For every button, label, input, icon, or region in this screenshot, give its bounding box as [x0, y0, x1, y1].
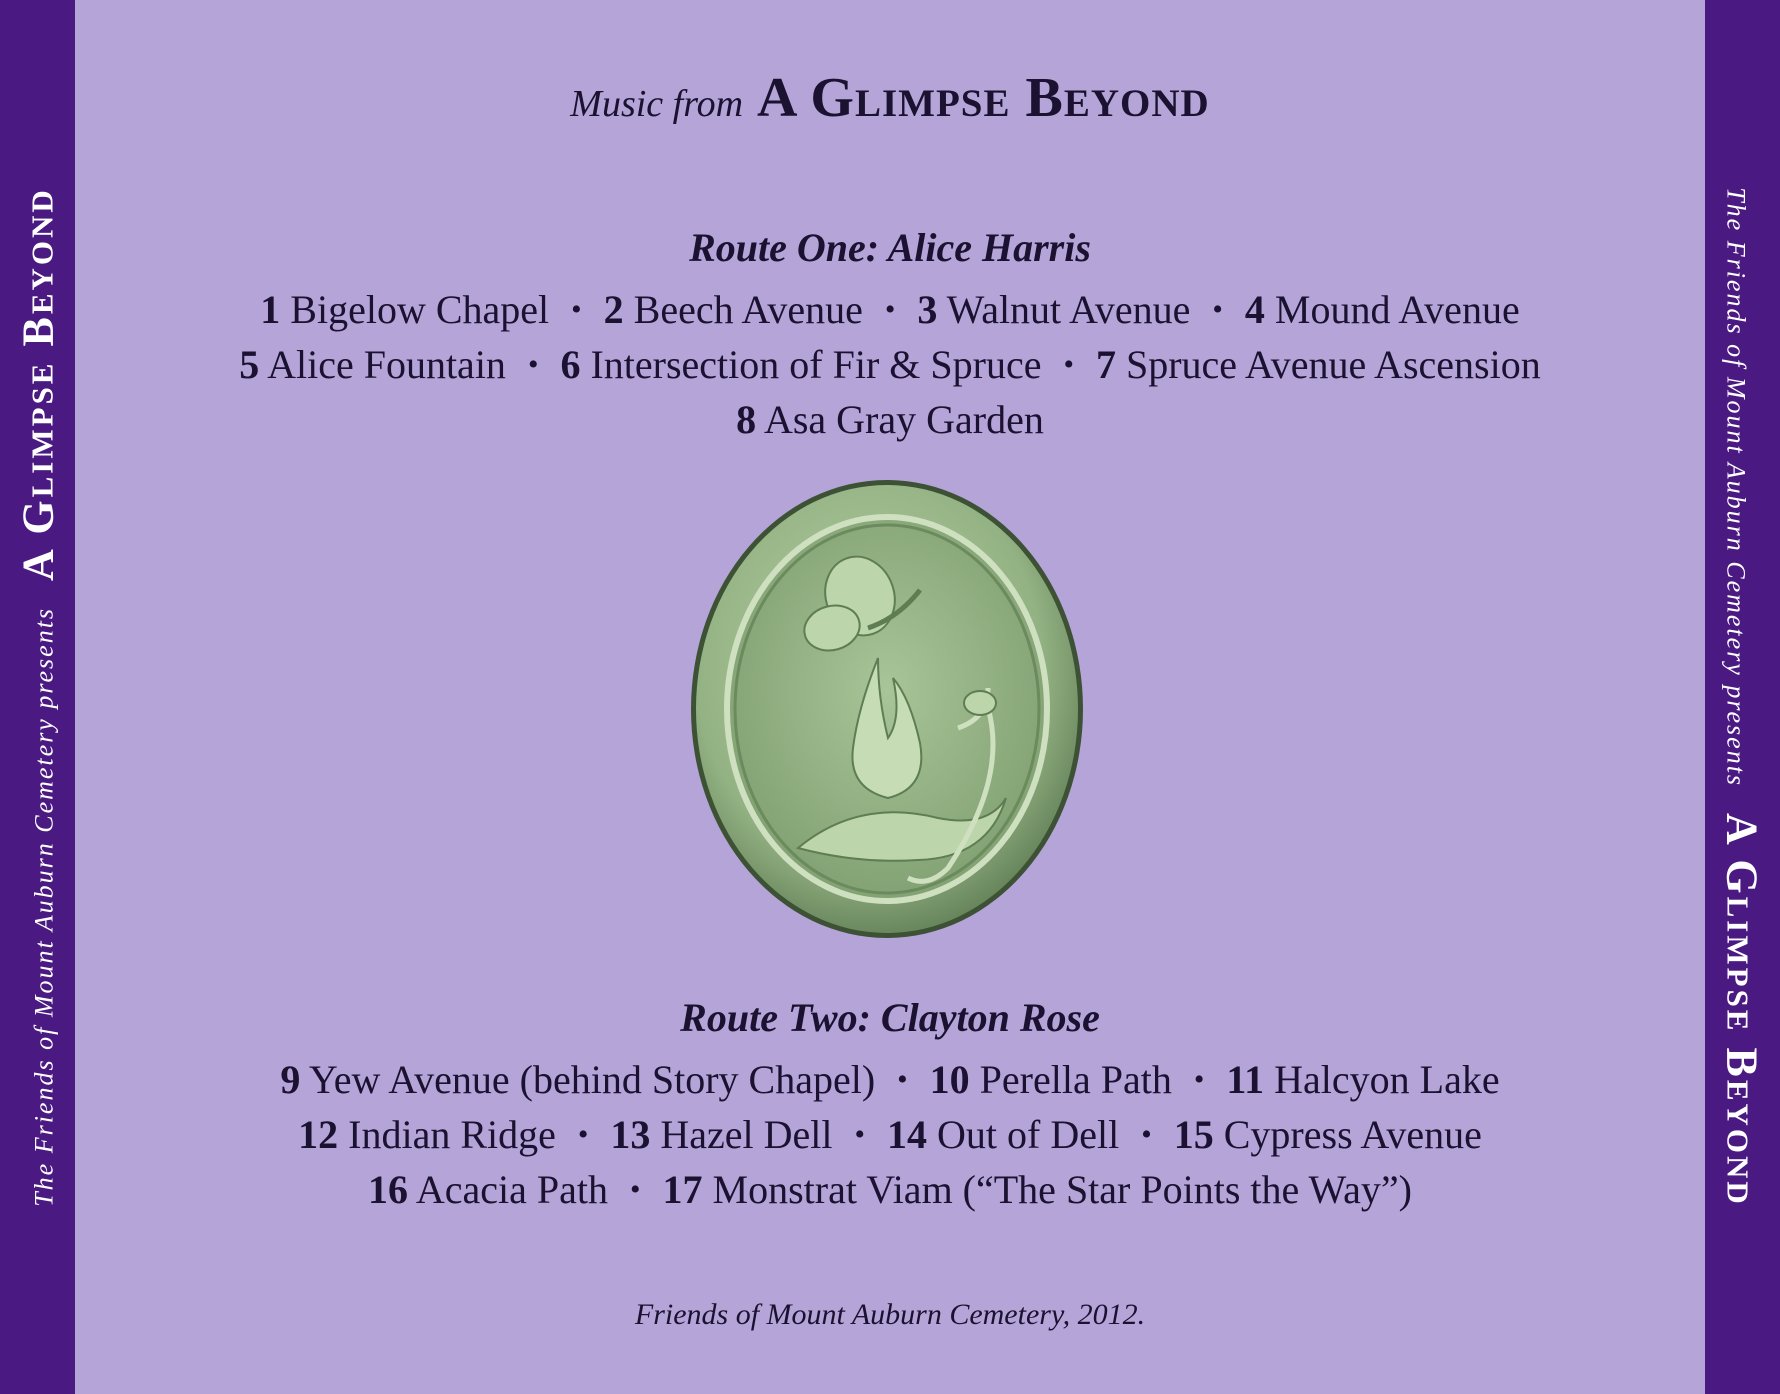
track-item: [239, 342, 506, 387]
track-number: 6: [560, 342, 581, 387]
track-title: Asa Gray Garden: [763, 397, 1044, 442]
track-number: 1: [260, 287, 281, 332]
track-title: Halcyon Lake: [1274, 1057, 1500, 1102]
track-number: 13: [610, 1112, 651, 1157]
track-item: [1174, 1112, 1482, 1157]
bullet-separator: •: [527, 348, 539, 381]
track-item: [1096, 342, 1541, 387]
track-number: 3: [917, 287, 938, 332]
route-one-tracklist: [75, 282, 1705, 447]
bullet-separator: •: [1212, 293, 1223, 326]
track-line: [75, 1107, 1705, 1162]
right-spine-presenter: The Friends of Mount Auburn Cemetery presents: [1721, 187, 1751, 788]
left-spine: [0, 0, 75, 1394]
track-number: 16: [368, 1167, 409, 1212]
track-title: Out of Dell: [937, 1112, 1120, 1157]
track-number: 12: [298, 1112, 339, 1157]
track-number: 10: [929, 1057, 970, 1102]
track-title: Yew Avenue (behind Story Chapel): [308, 1057, 876, 1102]
track-line: [75, 282, 1705, 337]
bullet-separator: •: [577, 1118, 589, 1151]
bullet-separator: •: [1063, 348, 1074, 381]
track-title: Beech Avenue: [633, 287, 863, 332]
track-item: [663, 1167, 1412, 1212]
bullet-separator: •: [1193, 1063, 1205, 1096]
track-number: 9: [280, 1057, 301, 1102]
right-spine: [1705, 0, 1780, 1394]
track-title: Acacia Path: [415, 1167, 608, 1212]
bullet-separator: •: [854, 1118, 866, 1151]
medallion-image: [688, 478, 1086, 940]
bullet-separator: •: [1141, 1118, 1152, 1151]
track-item: [887, 1112, 1119, 1157]
route-two: [75, 992, 1705, 1217]
track-item: [917, 287, 1190, 332]
track-title: Indian Ridge: [348, 1112, 556, 1157]
header-prefix: Music from: [570, 83, 744, 125]
right-spine-text: [1717, 187, 1768, 1207]
track-line: [75, 337, 1705, 392]
track-item: [1226, 1057, 1499, 1102]
track-number: 5: [239, 342, 260, 387]
track-item: [610, 1112, 832, 1157]
track-title: Hazel Dell: [660, 1112, 833, 1157]
track-number: 7: [1095, 342, 1116, 387]
track-number: 4: [1244, 287, 1265, 332]
route-two-heading: Route Two: Clayton Rose: [680, 995, 1100, 1040]
left-spine-title: A Glimpse Beyond: [13, 187, 63, 581]
track-item: [368, 1167, 608, 1212]
cover-content: [75, 0, 1705, 1394]
track-line: [75, 1052, 1705, 1107]
track-title: Bigelow Chapel: [290, 287, 550, 332]
track-line: [75, 392, 1705, 447]
left-spine-text: [13, 187, 64, 1207]
bullet-separator: •: [629, 1173, 641, 1206]
track-item: [930, 1057, 1172, 1102]
track-number: 2: [603, 287, 624, 332]
track-item: [260, 287, 549, 332]
track-title: Perella Path: [979, 1057, 1172, 1102]
track-title: Walnut Avenue: [946, 287, 1191, 332]
track-item: [736, 397, 1044, 442]
track-title: Monstrat Viam (“The Star Points the Way”): [712, 1167, 1412, 1212]
album-title: A Glimpse Beyond: [757, 67, 1210, 129]
route-one: [75, 222, 1705, 447]
track-number: 11: [1226, 1057, 1265, 1102]
track-item: [560, 342, 1041, 387]
track-item: [604, 287, 863, 332]
track-number: 14: [887, 1112, 928, 1157]
track-title: Alice Fountain: [267, 342, 506, 387]
track-item: [298, 1112, 556, 1157]
track-item: [280, 1057, 875, 1102]
bullet-separator: •: [884, 293, 896, 326]
left-spine-presenter: The Friends of Mount Auburn Cemetery presents: [29, 606, 59, 1207]
track-title: Cypress Avenue: [1223, 1112, 1482, 1157]
track-title: Spruce Avenue Ascension: [1125, 342, 1541, 387]
route-one-heading: Route One: Alice Harris: [689, 225, 1091, 270]
album-header: [75, 66, 1705, 130]
track-item: [1245, 287, 1520, 332]
track-title: Mound Avenue: [1274, 287, 1520, 332]
track-title: Intersection of Fir & Spruce: [590, 342, 1042, 387]
bullet-separator: •: [571, 293, 582, 326]
track-number: 8: [736, 397, 757, 442]
track-line: [75, 1162, 1705, 1217]
track-number: 15: [1173, 1112, 1214, 1157]
bullet-separator: •: [897, 1063, 908, 1096]
track-number: 17: [662, 1167, 703, 1212]
right-spine-title: A Glimpse Beyond: [1717, 813, 1767, 1207]
footer-credit: Friends of Mount Auburn Cemetery, 2012.: [634, 1298, 1146, 1331]
route-two-tracklist: [75, 1052, 1705, 1217]
